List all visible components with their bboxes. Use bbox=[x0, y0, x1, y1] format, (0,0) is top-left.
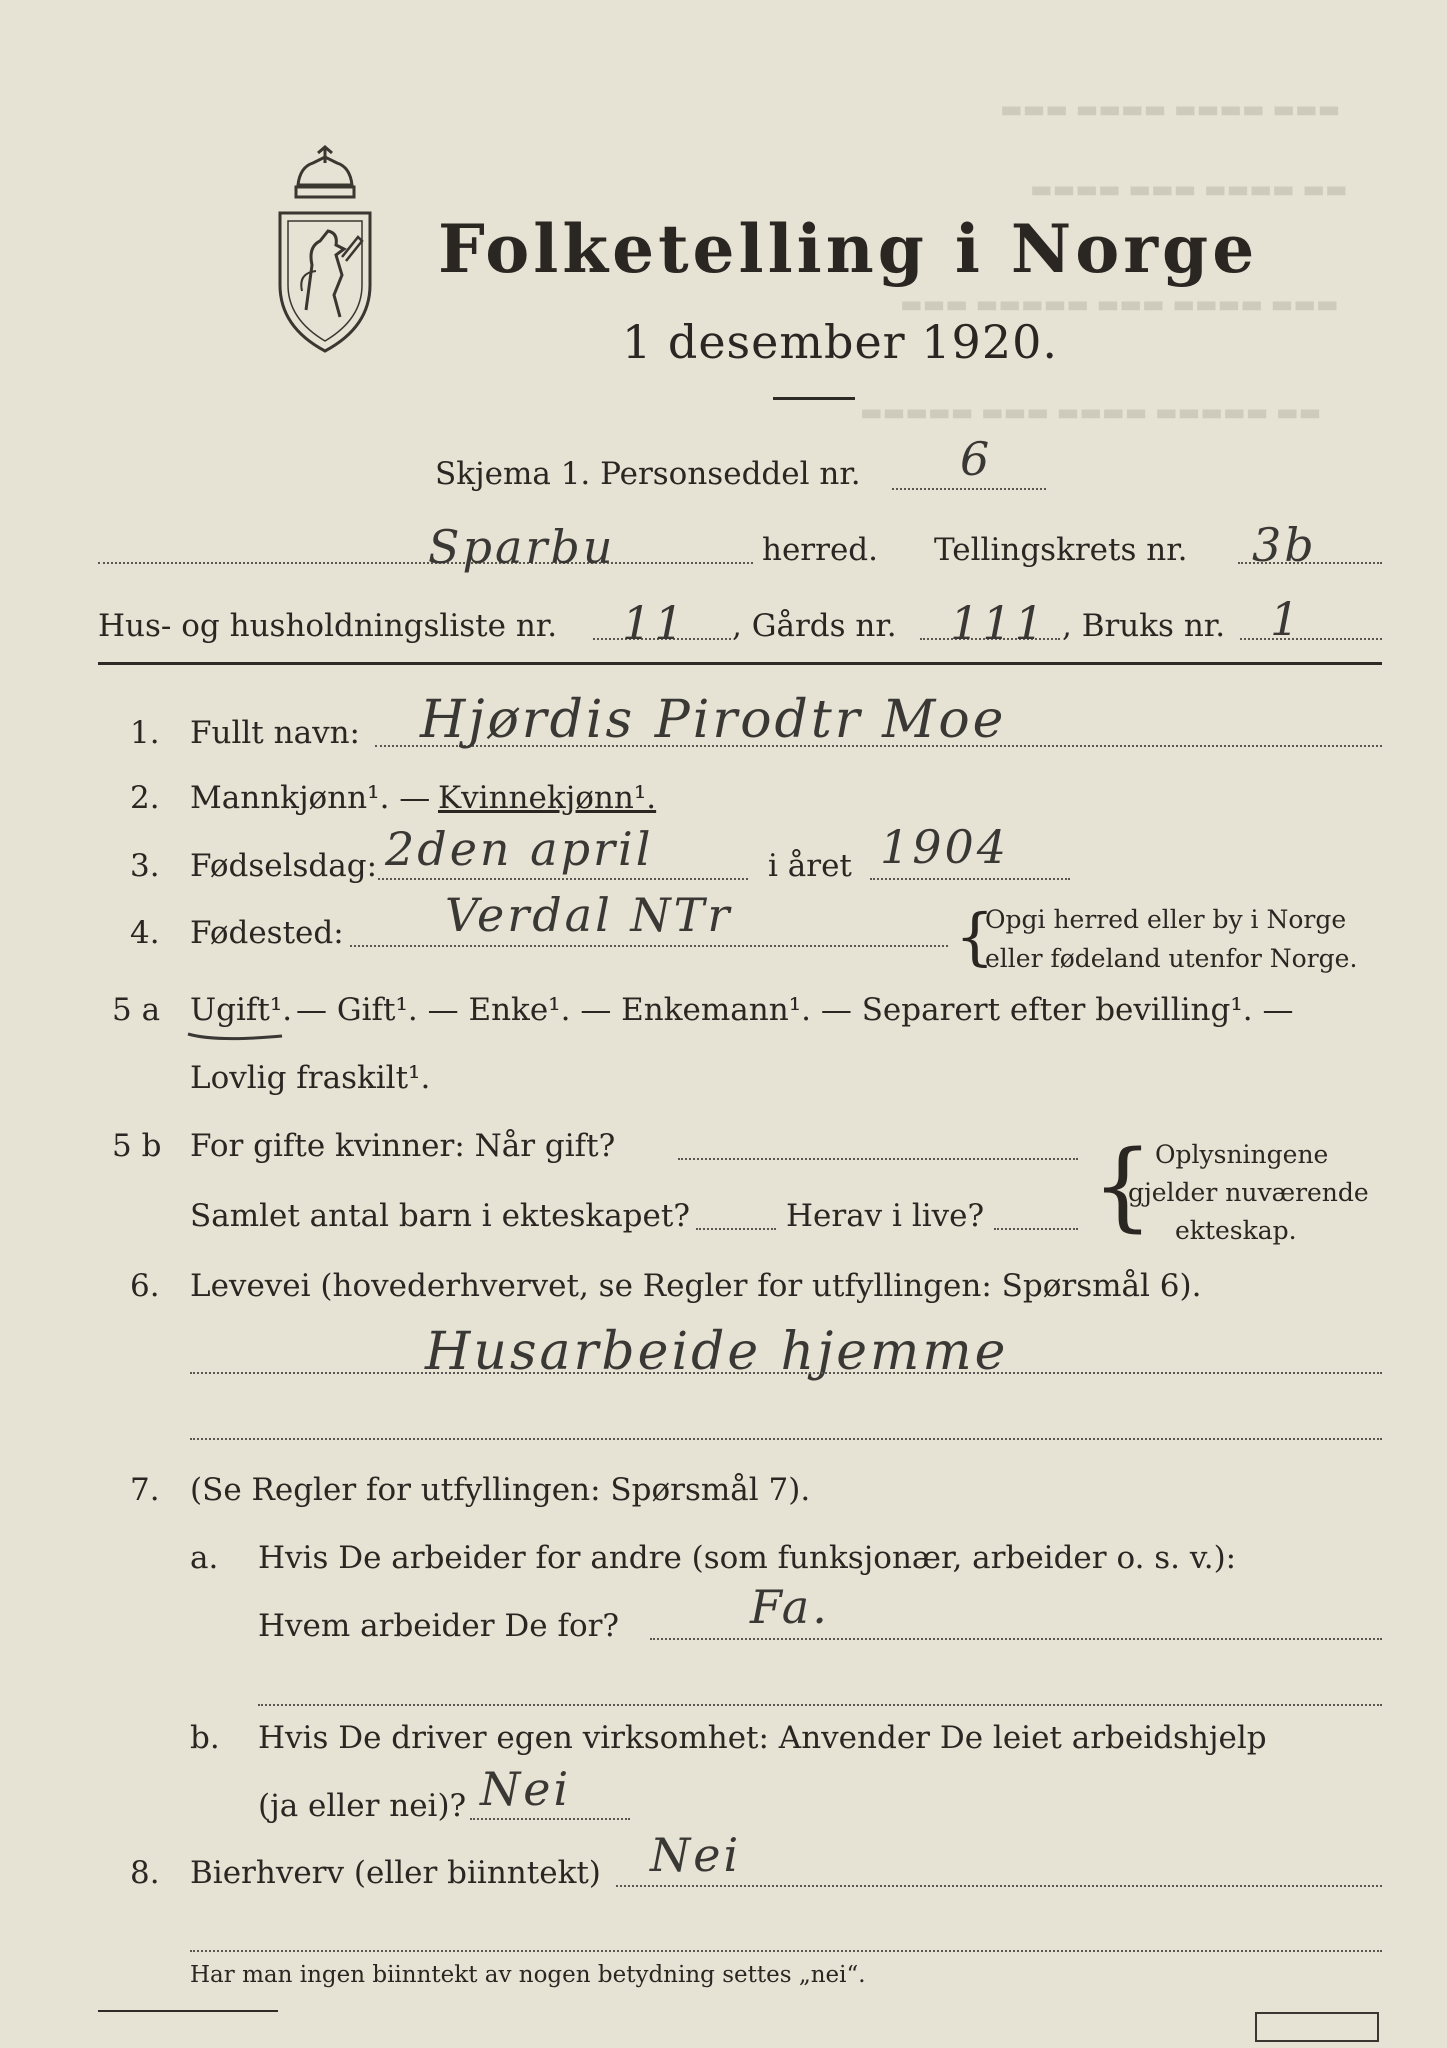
header-separator bbox=[98, 662, 1382, 665]
q5b-note-line3: ekteskap. bbox=[1175, 1216, 1297, 1245]
q5b-note-line1: Oplysningene bbox=[1155, 1140, 1329, 1169]
q3-label: Fødselsdag: bbox=[190, 848, 378, 884]
skjema-label: Skjema 1. Personseddel nr. bbox=[435, 456, 861, 492]
q4-field-line bbox=[350, 945, 948, 947]
stamp-box bbox=[1255, 2012, 1379, 2042]
q4-number: 4. bbox=[130, 915, 160, 951]
q5b-herav-label: Herav i live? bbox=[786, 1198, 985, 1234]
q5a-option-fraskilt: Lovlig fraskilt¹. bbox=[190, 1060, 431, 1096]
bruks-value: 1 bbox=[1270, 592, 1303, 646]
q7a-line2: Hvem arbeider De for? bbox=[258, 1608, 620, 1644]
q6-occupation-value: Husarbeide hjemme bbox=[425, 1322, 1009, 1382]
q5b-antal-barn-field-line bbox=[696, 1228, 776, 1230]
q7a-line1: Hvis De arbeider for andre (som funksjonær, arbeider o. s. v.): bbox=[258, 1540, 1237, 1576]
q1-label: Fullt navn: bbox=[190, 715, 360, 751]
q5b-antal-barn-label: Samlet antal barn i ekteskapet? bbox=[190, 1198, 690, 1234]
q7b-value: Nei bbox=[480, 1762, 572, 1816]
herred-label: herred. bbox=[762, 532, 878, 568]
ugift-underline-mark bbox=[186, 1030, 286, 1044]
q5a-option-ugift: Ugift¹. bbox=[190, 992, 293, 1028]
q3-year-value: 1904 bbox=[880, 820, 1010, 874]
q8-value: Nei bbox=[650, 1828, 742, 1882]
q1-number: 1. bbox=[130, 715, 160, 751]
title-divider bbox=[773, 397, 855, 400]
q4-note-line2: eller fødeland utenfor Norge. bbox=[985, 944, 1358, 973]
bruks-field-line bbox=[1240, 638, 1382, 640]
personseddel-value: 6 bbox=[960, 432, 993, 486]
q7b-line1: Hvis De driver egen virksomhet: Anvender De leiet arbeidshjelp bbox=[258, 1720, 1267, 1756]
q3-number: 3. bbox=[130, 848, 160, 884]
q7-label: (Se Regler for utfyllingen: Spørsmål 7). bbox=[190, 1472, 811, 1508]
q5a-other-options: — Gift¹. — Enke¹. — Enkemann¹. — Separert efter bevilling¹. — bbox=[296, 992, 1294, 1028]
q5b-number: 5 b bbox=[112, 1128, 162, 1164]
q2-number: 2. bbox=[130, 780, 160, 816]
bleed-through-text: ▬▬▬ ▬▬▬▬ ▬▬▬▬ ▬▬▬ bbox=[1000, 95, 1341, 123]
gards-value: 111 bbox=[950, 596, 1047, 650]
q7-number: 7. bbox=[130, 1472, 160, 1508]
q3-year-label: i året bbox=[768, 848, 852, 884]
q5b-note-line2: gjelder nuværende bbox=[1128, 1178, 1369, 1207]
q5b-naar-gift-field-line bbox=[678, 1158, 1078, 1160]
q7a-field-line bbox=[650, 1638, 1382, 1640]
q7b-letter: b. bbox=[190, 1720, 220, 1756]
herred-field-line bbox=[98, 562, 753, 564]
q4-birthplace-value: Verdal NTr bbox=[445, 888, 733, 942]
personseddel-field-line bbox=[892, 488, 1046, 490]
husholdning-label: Hus- og husholdningsliste nr. bbox=[98, 608, 558, 644]
tellingskrets-label: Tellingskrets nr. bbox=[934, 532, 1188, 568]
q7b-line2: (ja eller nei)? bbox=[258, 1788, 467, 1824]
q8-field-line-2 bbox=[190, 1950, 1382, 1952]
gards-label: , Gårds nr. bbox=[732, 608, 897, 644]
q5b-naar-gift-label: For gifte kvinner: Når gift? bbox=[190, 1128, 616, 1164]
q8-number: 8. bbox=[130, 1855, 160, 1891]
herred-value: Sparbu bbox=[428, 520, 616, 574]
q7b-field-line bbox=[470, 1818, 630, 1820]
bruks-label: , Bruks nr. bbox=[1062, 608, 1226, 644]
footer-rule bbox=[98, 2010, 278, 2012]
bleed-through-text: ▬▬▬▬ ▬▬▬ ▬▬▬▬ ▬▬ bbox=[1030, 175, 1348, 203]
husholdning-value: 11 bbox=[622, 596, 687, 650]
q6-field-line-2 bbox=[190, 1438, 1382, 1440]
q4-note-line1: Opgi herred eller by i Norge bbox=[985, 905, 1347, 934]
q6-field-line-1 bbox=[190, 1372, 1382, 1374]
bleed-through-text: ▬▬▬▬▬ ▬▬▬ ▬▬▬▬ ▬▬▬▬▬ ▬▬ bbox=[860, 398, 1322, 426]
q3-year-field-line bbox=[870, 878, 1070, 880]
q2-male-option: Mannkjønn¹. — bbox=[190, 780, 431, 816]
q3-day-value: 2den april bbox=[385, 822, 654, 876]
census-date: 1 desember 1920. bbox=[622, 315, 1058, 369]
q7a-employer-value: Fa. bbox=[750, 1580, 830, 1634]
q8-label: Bierhverv (eller biinntekt) bbox=[190, 1855, 601, 1891]
q5b-herav-field-line bbox=[994, 1228, 1078, 1230]
q3-day-field-line bbox=[378, 878, 748, 880]
norwegian-coat-of-arms-icon bbox=[258, 145, 393, 360]
q8-field-line bbox=[616, 1885, 1382, 1887]
q2-female-option: Kvinnekjønn¹. bbox=[438, 780, 657, 816]
q4-note-brace: { bbox=[955, 900, 995, 973]
q7a-field-line-2 bbox=[258, 1704, 1382, 1706]
form-title: Folketelling i Norge bbox=[438, 210, 1259, 288]
bleed-through-text: ▬▬▬ ▬▬▬▬▬ ▬▬▬ ▬▬▬▬ ▬▬▬ bbox=[900, 290, 1339, 318]
tellingskrets-value: 3b bbox=[1252, 518, 1317, 572]
q1-full-name-value: Hjørdis Pirodtr Moe bbox=[420, 690, 1007, 750]
q6-number: 6. bbox=[130, 1268, 160, 1304]
q5a-number: 5 a bbox=[112, 992, 161, 1028]
q4-label: Fødested: bbox=[190, 915, 344, 951]
q6-label: Levevei (hovederhvervet, se Regler for utfyllingen: Spørsmål 6). bbox=[190, 1268, 1202, 1304]
footer-note: Har man ingen biinntekt av nogen betydning settes „nei“. bbox=[190, 1962, 866, 1988]
q5b-note-brace: { bbox=[1092, 1130, 1154, 1242]
q7a-letter: a. bbox=[190, 1540, 219, 1576]
